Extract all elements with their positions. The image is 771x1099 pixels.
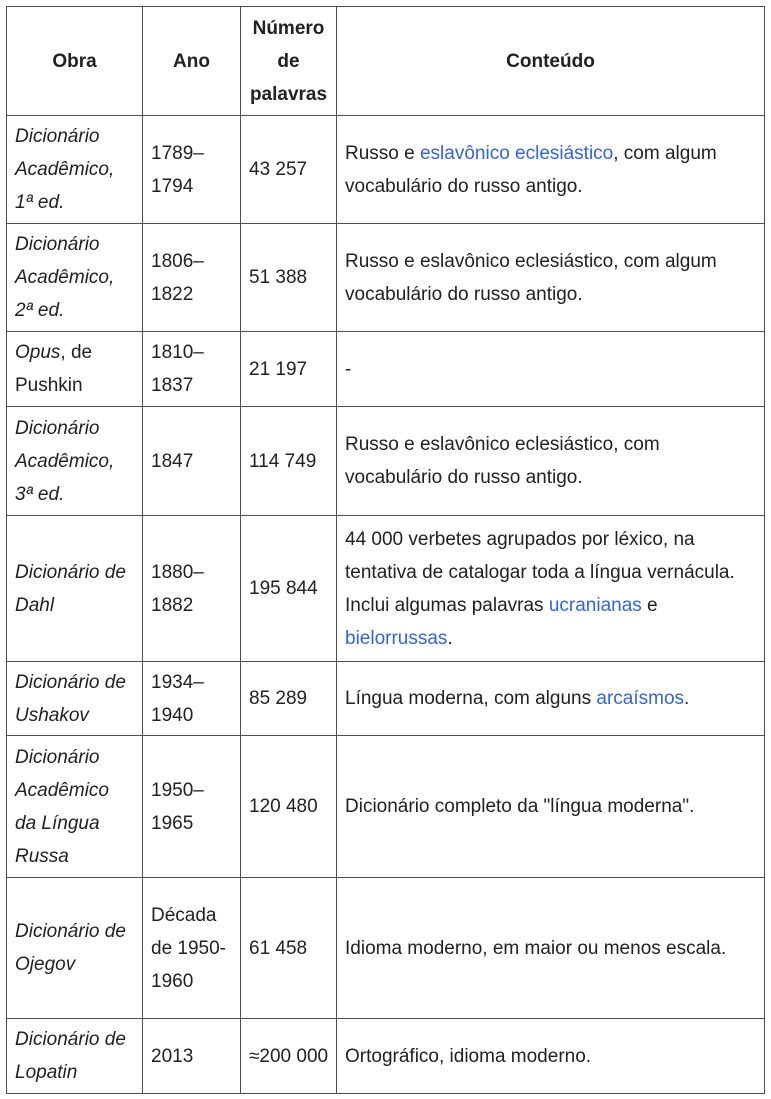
conteudo-text: e bbox=[641, 594, 658, 616]
cell-obra bbox=[7, 407, 143, 516]
cell-conteudo bbox=[337, 224, 765, 332]
conteudo-text: Russo e eslavônico eclesiástico, com vocabulário do russo antigo. bbox=[345, 434, 660, 488]
table-row bbox=[7, 224, 765, 332]
cell-conteudo bbox=[337, 736, 765, 878]
link-arcaismos[interactable]: arcaísmos bbox=[596, 688, 685, 709]
conteudo-text: , com algum vocabulário do russo antigo. bbox=[345, 142, 717, 197]
obra-title: Dicionário de Ojegov bbox=[15, 921, 126, 975]
dictionaries-table bbox=[6, 6, 765, 1094]
cell-ano: 1806–1822 bbox=[143, 224, 241, 332]
conteudo-text: Dicionário completo da "língua moderna". bbox=[345, 796, 695, 817]
cell-obra bbox=[7, 736, 143, 878]
table-header-row bbox=[7, 7, 765, 116]
cell-numero: 120 480 bbox=[241, 736, 337, 878]
header-numero[interactable]: Número de palavras bbox=[241, 7, 337, 116]
obra-title: Dicionário de Ushakov bbox=[15, 671, 126, 726]
table-row bbox=[7, 407, 765, 516]
cell-numero: 195 844 bbox=[241, 516, 337, 662]
cell-conteudo bbox=[337, 516, 765, 662]
cell-numero: ≈200 000 bbox=[241, 1019, 337, 1094]
conteudo-text: . bbox=[447, 627, 453, 649]
header-conteudo[interactable]: Conteúdo bbox=[337, 7, 765, 116]
cell-obra bbox=[7, 116, 143, 224]
obra-title: Dicionário de Dahl bbox=[15, 561, 126, 616]
obra-suffix: , de Pushkin bbox=[15, 342, 93, 396]
table-row bbox=[7, 1019, 765, 1094]
cell-conteudo bbox=[337, 407, 765, 516]
table-row bbox=[7, 878, 765, 1019]
conteudo-text: Ortográfico, idioma moderno. bbox=[345, 1045, 592, 1067]
obra-title: Dicionário Acadêmico da Língua Russa bbox=[15, 746, 109, 867]
header-ano[interactable]: Ano bbox=[143, 7, 241, 116]
cell-obra bbox=[7, 878, 143, 1019]
link-bielorrussas[interactable]: bielorrussas bbox=[345, 627, 448, 649]
table-row bbox=[7, 332, 765, 407]
obra-title: Dicionário Acadêmico, 2ª ed. bbox=[15, 234, 115, 321]
cell-ano: 1789–1794 bbox=[143, 116, 241, 224]
table-row bbox=[7, 116, 765, 224]
cell-conteudo bbox=[337, 332, 765, 407]
table-row bbox=[7, 736, 765, 878]
conteudo-text: Russo e bbox=[345, 142, 420, 164]
cell-numero: 114 749 bbox=[241, 407, 337, 516]
cell-conteudo bbox=[337, 878, 765, 1019]
link-ucranianas[interactable]: ucranianas bbox=[548, 594, 642, 616]
obra-title: Dicionário de Lopatin bbox=[15, 1029, 126, 1083]
cell-conteudo bbox=[337, 116, 765, 224]
obra-title: Opus bbox=[15, 342, 61, 363]
cell-numero: 51 388 bbox=[241, 224, 337, 332]
cell-numero: 85 289 bbox=[241, 662, 337, 736]
cell-obra bbox=[7, 332, 143, 407]
obra-title: Dicionário Acadêmico, 1ª ed. bbox=[15, 126, 115, 213]
cell-obra bbox=[7, 1019, 143, 1094]
cell-obra bbox=[7, 224, 143, 332]
conteudo-text: Idioma moderno, em maior ou menos escala. bbox=[345, 937, 727, 959]
cell-numero: 61 458 bbox=[241, 878, 337, 1019]
conteudo-text: Russo e eslavônico eclesiástico, com algum vocabulário do russo antigo. bbox=[345, 250, 717, 305]
conteudo-text: - bbox=[345, 358, 352, 380]
header-obra[interactable]: Obra bbox=[7, 7, 143, 116]
cell-ano: 1950–1965 bbox=[143, 736, 241, 878]
cell-ano: 1880–1882 bbox=[143, 516, 241, 662]
cell-ano: 1847 bbox=[143, 407, 241, 516]
cell-obra bbox=[7, 662, 143, 736]
cell-conteudo bbox=[337, 1019, 765, 1094]
obra-title: Dicionário Acadêmico, 3ª ed. bbox=[15, 417, 115, 505]
conteudo-text: . bbox=[684, 688, 690, 709]
cell-ano: 2013 bbox=[143, 1019, 241, 1094]
cell-ano: Década de 1950-1960 bbox=[143, 878, 241, 1019]
table-row bbox=[7, 662, 765, 736]
cell-conteudo bbox=[337, 662, 765, 736]
cell-ano: 1810–1837 bbox=[143, 332, 241, 407]
link-eslavonico-eclesiastico[interactable]: eslavônico eclesiástico bbox=[419, 142, 614, 164]
table-row bbox=[7, 516, 765, 662]
cell-ano: 1934–1940 bbox=[143, 662, 241, 736]
conteudo-text: 44 000 verbetes agrupados por léxico, na tentativa de catalogar toda a língua vernácula. Inclui algumas palavras bbox=[345, 528, 735, 616]
cell-obra bbox=[7, 516, 143, 662]
conteudo-text: Língua moderna, com alguns bbox=[345, 688, 597, 709]
cell-numero: 21 197 bbox=[241, 332, 337, 407]
cell-numero: 43 257 bbox=[241, 116, 337, 224]
